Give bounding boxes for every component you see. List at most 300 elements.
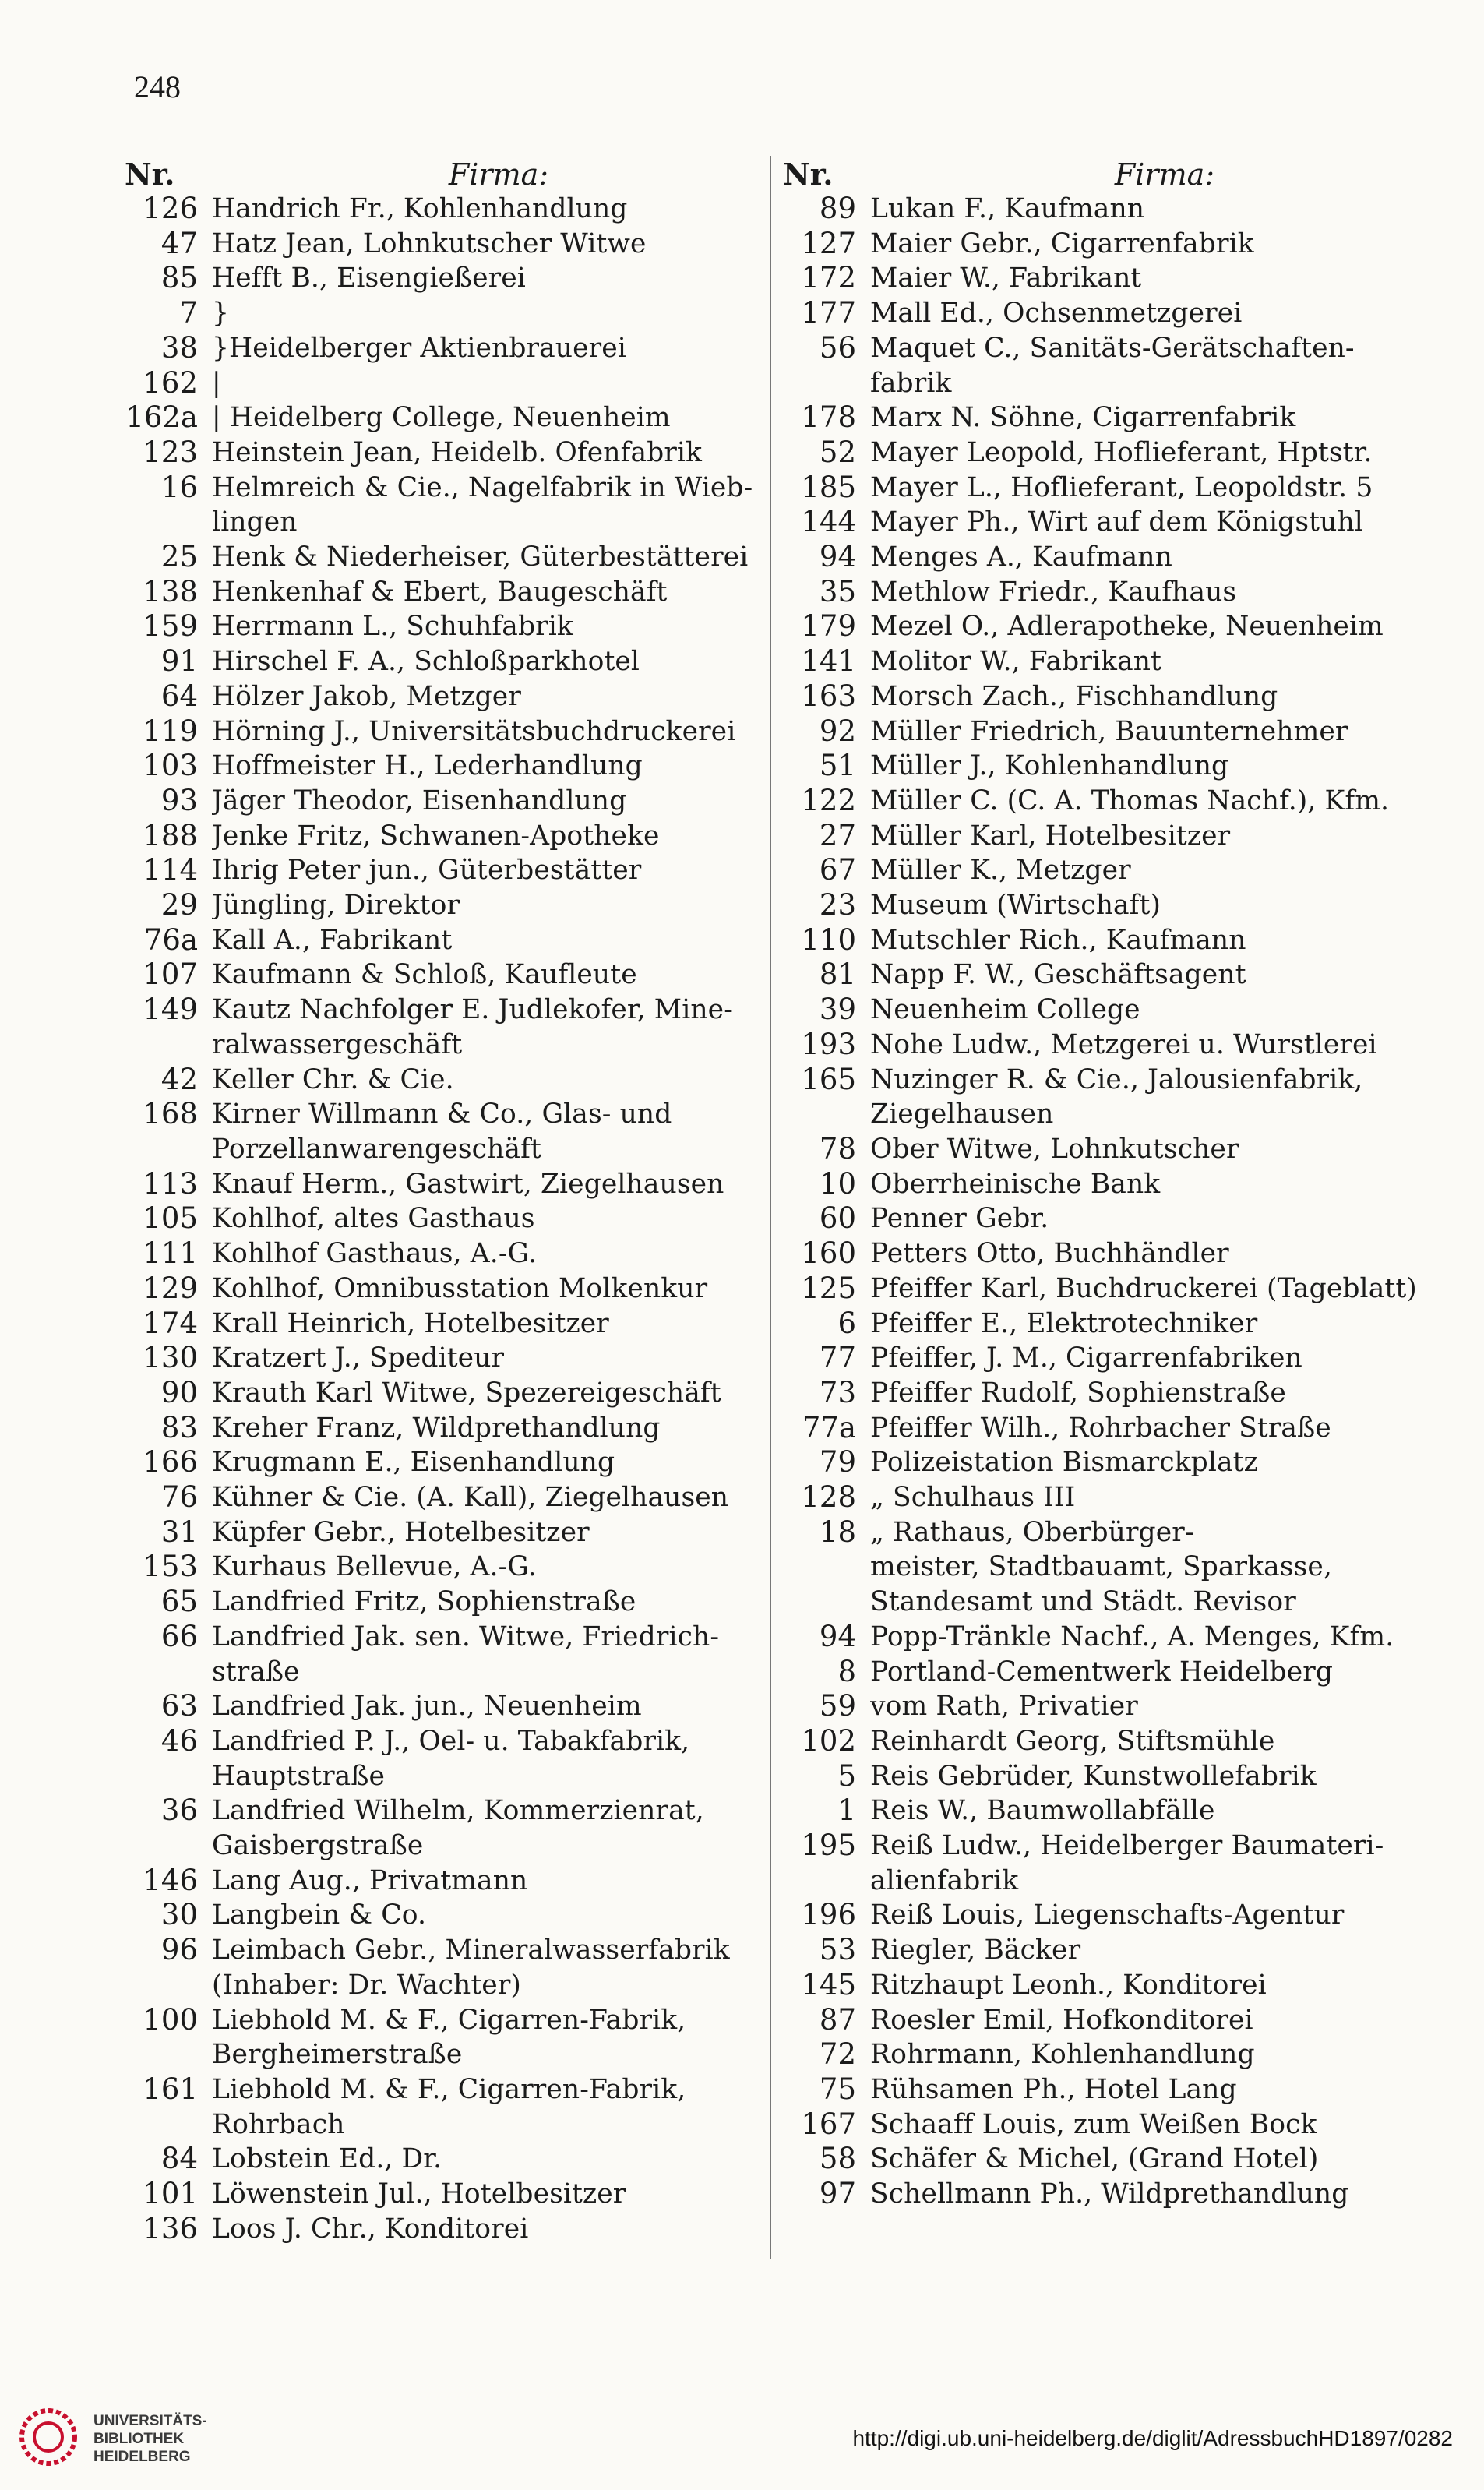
- entry-firm-line: Hefft B., Eisengießerei: [212, 263, 526, 294]
- entry-firm: [212, 296, 763, 331]
- entry-number: 153: [143, 1550, 198, 1584]
- entry-firm: [212, 1864, 763, 1899]
- entry-firm: [870, 1515, 1437, 1620]
- entry-firm-line: Handrich Fr., Kohlenhandlung: [212, 193, 628, 224]
- entry-firm-line: Loos J. Chr., Konditorei: [212, 2213, 529, 2245]
- entry-number: 60: [819, 1201, 856, 1236]
- entry-firm: [870, 679, 1437, 714]
- entry-number: 35: [819, 574, 856, 608]
- entry-number: 64: [160, 679, 198, 713]
- directory-entry: [125, 227, 763, 262]
- entry-firm-line: Hatz Jean, Lohnkutscher Witwe: [212, 227, 647, 259]
- entry-firm: [212, 958, 763, 993]
- entry-firm: [212, 1167, 763, 1202]
- entry-firm: [870, 296, 1437, 331]
- entry-firm-line: straße: [212, 1656, 300, 1688]
- directory-entry: [783, 2177, 1437, 2212]
- entry-firm-line: Popp-Tränkle Nachf., A. Menges, Kfm.: [870, 1621, 1394, 1652]
- entry-firm-line: Maquet C., Sanitäts-Gerätschaften-: [870, 332, 1355, 364]
- entry-firm: [870, 1655, 1437, 1690]
- entry-firm-line: Gaisbergstraße: [212, 1830, 424, 1862]
- entry-number: 79: [819, 1445, 856, 1480]
- directory-entry: [125, 1271, 763, 1307]
- directory-entry: [125, 1445, 763, 1480]
- directory-entry: [125, 1236, 763, 1271]
- entry-firm: [212, 1236, 763, 1271]
- entry-firm: [212, 1411, 763, 1446]
- entry-firm-line: Methlow Friedr., Kaufhaus: [870, 576, 1237, 608]
- directory-entry: [783, 609, 1437, 644]
- entry-firm-line: Müller C. (C. A. Thomas Nachf.), Kfm.: [870, 785, 1390, 816]
- header-firma: Firma:: [448, 157, 549, 192]
- entry-firm: [212, 261, 763, 296]
- entry-firm: [870, 575, 1437, 610]
- entry-number: 90: [160, 1375, 198, 1409]
- entry-number: 119: [143, 714, 198, 748]
- entry-firm-line: Ritzhaupt Leonh., Konditorei: [870, 1969, 1267, 2001]
- directory-entry: [783, 261, 1437, 296]
- entry-firm: [212, 1097, 763, 1166]
- entry-firm: [870, 784, 1437, 819]
- directory-entry: [783, 714, 1437, 749]
- entry-number: 73: [819, 1375, 856, 1409]
- entry-number: 1: [837, 1793, 856, 1828]
- entry-firm-line: Kühner & Cie. (A. Kall), Ziegelhausen: [212, 1482, 729, 1514]
- directory-entry: [783, 1236, 1437, 1271]
- entry-firm-line: Landfried Fritz, Sophienstraße: [212, 1586, 636, 1618]
- entry-number: 30: [160, 1898, 198, 1932]
- entry-firm-line: Helmreich & Cie., Nagelfabrik in Wieb-: [212, 471, 753, 503]
- directory-entry: [783, 400, 1437, 436]
- entry-firm-line: }Heidelberger Aktienbrauerei: [212, 332, 626, 364]
- left-column-header: [125, 148, 763, 192]
- directory-entry: [783, 1445, 1437, 1480]
- directory-entry: [125, 296, 763, 331]
- directory-entry: [125, 471, 763, 540]
- directory-entry: [783, 1655, 1437, 1690]
- entry-firm: [212, 331, 763, 366]
- entry-number: 67: [819, 853, 856, 887]
- entry-firm: [212, 1271, 763, 1307]
- directory-entry: [125, 1689, 763, 1724]
- entry-firm: [212, 2142, 763, 2177]
- entry-number: 23: [819, 888, 856, 922]
- directory-entry: [783, 2142, 1437, 2177]
- library-name-line: UNIVERSITÄTS-: [93, 2413, 207, 2429]
- entry-firm-line: meister, Stadtbauamt, Sparkasse,: [870, 1551, 1333, 1583]
- entry-number: 163: [801, 679, 856, 713]
- entry-number: 100: [143, 2002, 198, 2037]
- directory-entry: [125, 1307, 763, 1342]
- entry-firm: [212, 1201, 763, 1236]
- directory-entry: [783, 749, 1437, 784]
- directory-entry: [783, 1271, 1437, 1307]
- entry-firm-line: Kratzert J., Spediteur: [212, 1342, 505, 1374]
- entry-number: 172: [801, 261, 856, 295]
- directory-entry: [125, 679, 763, 714]
- entry-firm: [870, 1724, 1437, 1759]
- entry-number: 123: [143, 435, 198, 469]
- directory-entry: [783, 575, 1437, 610]
- entry-firm-line: Menges A., Kaufmann: [870, 541, 1172, 573]
- entry-firm-line: Rohrmann, Kohlenhandlung: [870, 2039, 1255, 2071]
- entry-firm-line: Keller Chr. & Cie.: [212, 1063, 454, 1095]
- entry-firm: [212, 540, 763, 575]
- entry-number: 165: [801, 1062, 856, 1096]
- entry-number: 144: [801, 505, 856, 539]
- entry-firm: [870, 714, 1437, 749]
- entry-number: 56: [819, 330, 856, 365]
- directory-entry: [783, 1689, 1437, 1724]
- entry-firm: [212, 436, 763, 471]
- entry-firm: [212, 644, 763, 679]
- directory-entry: [125, 400, 763, 436]
- entry-firm: [212, 1933, 763, 2002]
- entry-firm: [212, 1724, 763, 1793]
- entry-number: 128: [801, 1480, 856, 1515]
- entry-number: 72: [819, 2037, 856, 2072]
- entry-firm-line: Hoffmeister H., Lederhandlung: [212, 750, 643, 782]
- entry-firm-line: Lang Aug., Privatmann: [212, 1864, 528, 1896]
- entry-firm-line: Riegler, Bäcker: [870, 1935, 1081, 1966]
- entry-firm: [870, 1411, 1437, 1446]
- entry-firm: [870, 1236, 1437, 1271]
- directory-entry: [125, 993, 763, 1062]
- entry-number: 178: [801, 400, 856, 435]
- entry-firm: [212, 679, 763, 714]
- entry-firm-line: Maier Gebr., Cigarrenfabrik: [870, 227, 1254, 259]
- entry-firm: [870, 505, 1437, 540]
- directory-entry: [125, 888, 763, 923]
- entry-firm: [870, 1341, 1437, 1376]
- entry-firm-line: Reis Gebrüder, Kunstwollefabrik: [870, 1760, 1317, 1792]
- directory-entry: [783, 1307, 1437, 1342]
- entry-number: 177: [801, 296, 856, 330]
- entry-firm: [212, 1585, 763, 1620]
- directory-entry: [783, 1167, 1437, 1202]
- entry-firm-line: Kall A., Fabrikant: [212, 924, 453, 956]
- directory-entry: [783, 1063, 1437, 1132]
- entry-number: 193: [801, 1027, 856, 1061]
- right-column: [783, 148, 1437, 2212]
- entry-firm-line: Reis W., Baumwollabfälle: [870, 1795, 1215, 1827]
- entry-firm-line: Kohlhof, altes Gasthaus: [212, 1203, 535, 1235]
- entry-number: 65: [160, 1585, 198, 1619]
- entry-firm-line: Krugmann E., Eisenhandlung: [212, 1447, 615, 1479]
- directory-entry: [125, 609, 763, 644]
- directory-entry: [125, 1550, 763, 1585]
- directory-entry: [125, 714, 763, 749]
- entry-firm-line: Leimbach Gebr., Mineralwasserfabrik: [212, 1935, 730, 1966]
- entry-firm-line: Maier W., Fabrikant: [870, 263, 1142, 294]
- entry-firm: [870, 958, 1437, 993]
- entry-firm-line: Heinstein Jean, Heidelb. Ofenfabrik: [212, 436, 703, 468]
- entry-firm: [212, 714, 763, 749]
- right-entry-list: [783, 192, 1437, 2212]
- entry-firm-line: Landfried Wilhelm, Kommerzienrat,: [212, 1795, 704, 1827]
- directory-entry: [783, 1933, 1437, 1968]
- entry-number: 46: [160, 1723, 198, 1758]
- entry-firm-line: Mutschler Rich., Kaufmann: [870, 924, 1246, 956]
- directory-entry: [125, 2212, 763, 2247]
- directory-entry: [125, 1480, 763, 1515]
- directory-entry: [783, 540, 1437, 575]
- entry-firm: [212, 923, 763, 958]
- entry-firm: [870, 1480, 1437, 1515]
- entry-firm: [212, 192, 763, 227]
- entry-number: 146: [143, 1863, 198, 1897]
- directory-entry: [125, 1864, 763, 1899]
- entry-number: 113: [143, 1166, 198, 1201]
- entry-number: 66: [160, 1619, 198, 1653]
- entry-number: 127: [801, 226, 856, 260]
- directory-entry: [125, 261, 763, 296]
- entry-firm: [870, 1063, 1437, 1132]
- entry-firm: [870, 192, 1437, 227]
- entry-number: 6: [837, 1306, 856, 1340]
- directory-entry: [125, 1793, 763, 1863]
- directory-entry: [783, 1411, 1437, 1446]
- entry-firm-line: Lobstein Ed., Dr.: [212, 2143, 442, 2175]
- directory-entry: [125, 1515, 763, 1550]
- entry-firm-line: Kohlhof Gasthaus, A.-G.: [212, 1238, 538, 1270]
- directory-entry: [125, 644, 763, 679]
- entry-number: 162: [143, 365, 198, 400]
- entry-firm: [870, 1620, 1437, 1655]
- directory-entry: [125, 575, 763, 610]
- entry-firm: [870, 1132, 1437, 1167]
- entry-number: 174: [143, 1306, 198, 1340]
- directory-entry: [783, 1480, 1437, 1515]
- directory-entry: [125, 1585, 763, 1620]
- entry-firm: [870, 853, 1437, 888]
- directory-entry: [125, 366, 763, 401]
- entry-firm: [870, 2003, 1437, 2038]
- entry-number: 160: [801, 1236, 856, 1271]
- entry-number: 145: [801, 1967, 856, 2002]
- entry-firm: [212, 749, 763, 784]
- entry-firm-line: Molitor W., Fabrikant: [870, 646, 1162, 678]
- entry-firm-line: Pfeiffer Karl, Buchdruckerei (Tageblatt): [870, 1272, 1417, 1304]
- entry-firm: [870, 644, 1437, 679]
- header-firma: Firma:: [1114, 157, 1215, 192]
- entry-number: 196: [801, 1898, 856, 1932]
- entry-firm: [870, 1759, 1437, 1794]
- entry-firm-line: Müller Karl, Hotelbesitzer: [870, 820, 1231, 852]
- directory-entry: [125, 2003, 763, 2072]
- entry-number: 162a: [125, 400, 198, 435]
- entry-firm-line: Kohlhof, Omnibusstation Molkenkur: [212, 1272, 708, 1304]
- entry-number: 159: [143, 609, 198, 644]
- entry-number: 51: [819, 749, 856, 783]
- entry-firm-line: Müller K., Metzger: [870, 855, 1131, 887]
- entry-number: 63: [160, 1689, 198, 1723]
- entry-number: 36: [160, 1793, 198, 1828]
- entry-number: 81: [819, 958, 856, 992]
- entry-firm-line: Polizeistation Bismarckplatz: [870, 1447, 1258, 1479]
- entry-firm-line: Ober Witwe, Lohnkutscher: [870, 1133, 1239, 1165]
- entry-firm-line: Pfeiffer Rudolf, Sophienstraße: [870, 1377, 1286, 1409]
- entry-firm: [870, 1898, 1437, 1933]
- entry-firm-line: Mezel O., Adlerapotheke, Neuenheim: [870, 611, 1384, 643]
- entry-firm-line: Mayer Leopold, Hoflieferant, Hptstr.: [870, 436, 1373, 468]
- entry-firm-line: „ Rathaus, Oberbürger-: [870, 1516, 1194, 1548]
- entry-firm-line: Portland-Cementwerk Heidelberg: [870, 1656, 1333, 1688]
- directory-entry: [125, 819, 763, 854]
- entry-firm-line: Mall Ed., Ochsenmetzgerei: [870, 298, 1243, 330]
- entry-firm: [870, 2177, 1437, 2212]
- directory-entry: [125, 192, 763, 227]
- directory-entry: [125, 2177, 763, 2212]
- page-footer: [0, 2361, 1484, 2490]
- entry-firm: [870, 1167, 1437, 1202]
- entry-firm: [212, 819, 763, 854]
- directory-entry: [125, 1898, 763, 1933]
- entry-firm: [870, 819, 1437, 854]
- entry-number: 58: [819, 2142, 856, 2176]
- entry-firm: [212, 2177, 763, 2212]
- directory-entry: [125, 436, 763, 471]
- directory-entry: [783, 2003, 1437, 2038]
- entry-number: 94: [819, 1619, 856, 1653]
- entry-firm-line: Hauptstraße: [212, 1760, 386, 1792]
- directory-entry: [783, 1829, 1437, 1898]
- entry-firm: [870, 1829, 1437, 1898]
- library-name-line: HEIDELBERG: [93, 2449, 191, 2465]
- entry-firm: [212, 1445, 763, 1480]
- directory-entry: [125, 853, 763, 888]
- entry-firm: [212, 227, 763, 262]
- entry-number: 10: [819, 1166, 856, 1201]
- entry-firm: [212, 1620, 763, 1689]
- entry-firm: [870, 2107, 1437, 2143]
- entry-firm-line: Schellmann Ph., Wildprethandlung: [870, 2178, 1349, 2210]
- entry-firm: [212, 1480, 763, 1515]
- entry-firm: [212, 888, 763, 923]
- entry-firm: [212, 853, 763, 888]
- entry-number: 85: [160, 261, 198, 295]
- entry-firm-line: Müller Friedrich, Bauunternehmer: [870, 715, 1348, 747]
- directory-entry: [125, 784, 763, 819]
- directory-entry: [125, 1724, 763, 1793]
- directory-entry: [125, 1341, 763, 1376]
- page-number: 248: [134, 69, 181, 104]
- entry-firm: [870, 1201, 1437, 1236]
- entry-firm: [870, 471, 1437, 506]
- entry-firm: [870, 261, 1437, 296]
- entry-firm-line: Henk & Niederheiser, Güterbestätterei: [212, 541, 749, 573]
- directory-entry: [125, 2142, 763, 2177]
- entry-firm-line: Krauth Karl Witwe, Spezereigeschäft: [212, 1377, 721, 1409]
- entry-number: 114: [143, 853, 198, 887]
- entry-firm-line: Rohrbach: [212, 2108, 345, 2140]
- entry-firm: [870, 2072, 1437, 2107]
- entry-firm-line: Reinhardt Georg, Stiftsmühle: [870, 1725, 1275, 1757]
- entry-firm: [870, 227, 1437, 262]
- entry-firm: [870, 1793, 1437, 1829]
- entry-firm-line: Bergheimerstraße: [212, 2039, 463, 2071]
- entry-firm-line: Kautz Nachfolger E. Judlekofer, Mine-: [212, 994, 733, 1026]
- entry-firm-line: Löwenstein Jul., Hotelbesitzer: [212, 2178, 626, 2210]
- source-url-link[interactable]: http://digi.ub.uni-heidelberg.de/diglit/AdressbuchHD1897/0282: [852, 2426, 1453, 2450]
- entry-number: 105: [143, 1201, 198, 1236]
- entry-firm-line: Lukan F., Kaufmann: [870, 193, 1145, 224]
- entry-firm: [870, 993, 1437, 1028]
- directory-entry: [783, 1028, 1437, 1063]
- entry-firm-line: Hirschel F. A., Schloßparkhotel: [212, 646, 640, 678]
- entry-firm: [212, 1063, 763, 1098]
- directory-entry: [783, 331, 1437, 400]
- entry-firm-line: Hölzer Jakob, Metzger: [212, 680, 521, 712]
- directory-entry: [783, 1898, 1437, 1933]
- entry-firm: [870, 1307, 1437, 1342]
- entry-number: 101: [143, 2177, 198, 2211]
- entry-firm: [212, 1515, 763, 1550]
- entry-firm: [870, 2037, 1437, 2072]
- entry-firm-line: Liebhold M. & F., Cigarren-Fabrik,: [212, 2073, 686, 2105]
- entry-number: 25: [160, 540, 198, 574]
- directory-entry: [125, 1411, 763, 1446]
- directory-entry: [125, 1933, 763, 2002]
- entry-number: 77a: [802, 1410, 856, 1444]
- entry-firm-line: Ziegelhausen: [870, 1099, 1054, 1130]
- entry-firm: [212, 366, 763, 401]
- entry-number: 83: [160, 1410, 198, 1444]
- entry-firm: [870, 1028, 1437, 1063]
- entry-firm: [212, 1341, 763, 1376]
- directory-entry: [125, 958, 763, 993]
- entry-firm-line: Liebhold M. & F., Cigarren-Fabrik,: [212, 2004, 686, 2036]
- entry-firm-line: alienfabrik: [870, 1864, 1019, 1896]
- entry-number: 47: [160, 226, 198, 260]
- entry-number: 110: [801, 922, 856, 957]
- directory-entry: [783, 1793, 1437, 1829]
- directory-entry: [783, 471, 1437, 506]
- directory-entry: [783, 888, 1437, 923]
- entry-firm-line: Müller J., Kohlenhandlung: [870, 750, 1229, 782]
- directory-entry: [783, 1341, 1437, 1376]
- entry-firm-line: Pfeiffer E., Elektrotechniker: [870, 1307, 1258, 1339]
- entry-number: 96: [160, 1933, 198, 1967]
- entry-number: 185: [801, 470, 856, 504]
- entry-firm: [212, 993, 763, 1062]
- directory-entry: [125, 1063, 763, 1098]
- entry-number: 39: [819, 993, 856, 1027]
- entry-number: 5: [837, 1758, 856, 1793]
- entry-firm: [870, 1271, 1437, 1307]
- entry-number: 195: [801, 1829, 856, 1863]
- entry-number: 77: [819, 1341, 856, 1375]
- entry-number: 129: [143, 1271, 198, 1305]
- entry-firm: [212, 1898, 763, 1933]
- entry-firm-line: | Heidelberg College, Neuenheim: [212, 402, 671, 434]
- entry-firm: [212, 2212, 763, 2247]
- entry-firm: [870, 540, 1437, 575]
- directory-entry: [125, 749, 763, 784]
- library-name-line: BIBLIOTHEK: [93, 2431, 185, 2447]
- directory-entry: [783, 853, 1437, 888]
- entry-number: 179: [801, 609, 856, 644]
- entry-firm-line: Reiß Louis, Liegenschafts-Agentur: [870, 1899, 1345, 1931]
- entry-number: 93: [160, 783, 198, 817]
- directory-entry: [783, 923, 1437, 958]
- entry-firm-line: ralwassergeschäft: [212, 1028, 463, 1060]
- entry-firm: [212, 400, 763, 436]
- library-name: [93, 2412, 207, 2466]
- left-column: [125, 148, 763, 2246]
- entry-firm-line: Standesamt und Städt. Revisor: [870, 1586, 1296, 1618]
- entry-firm-line: Neuenheim College: [870, 994, 1140, 1026]
